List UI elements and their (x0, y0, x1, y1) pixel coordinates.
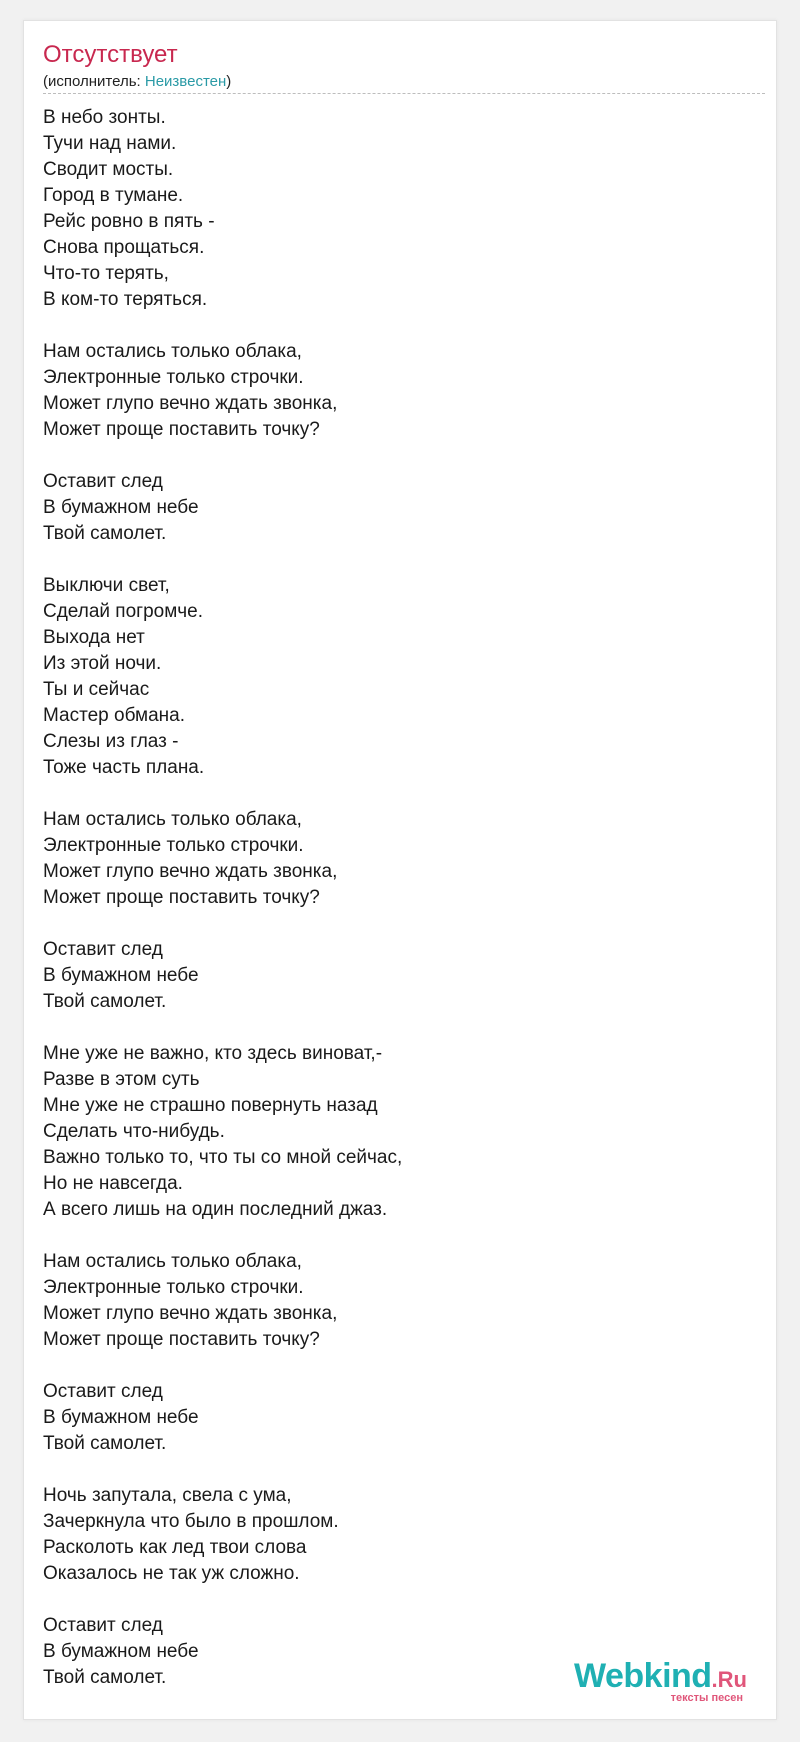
lyric-line: Может проще поставить точку? (43, 887, 320, 908)
lyrics-text (43, 105, 758, 1691)
header-divider (43, 93, 765, 94)
lyric-line: Тучи над нами. (43, 133, 177, 154)
lyric-line: Слезы из глаз - (43, 731, 179, 752)
lyric-line: Сделай погромче. (43, 601, 204, 622)
lyric-line: Нам остались только облака, (43, 809, 302, 830)
lyric-line: Оказалось не так уж сложно. (43, 1563, 300, 1584)
lyric-line: Разве в этом суть (43, 1069, 200, 1090)
performer-link[interactable]: Неизвестен (144, 73, 227, 90)
song-title: Отсутствует (43, 41, 178, 68)
lyric-line: Снова прощаться. (43, 237, 205, 258)
lyric-line: Оставит след (43, 939, 163, 960)
lyric-line: Может глупо вечно ждать звонка, (43, 861, 338, 882)
stanza-gap (43, 1015, 758, 1041)
lyric-line: Оставит след (43, 471, 163, 492)
lyric-line: Расколоть как лед твои слова (43, 1537, 307, 1558)
lyric-line: Город в тумане. (43, 185, 184, 206)
stanza-gap (43, 1457, 758, 1483)
lyric-line: Выхода нет (43, 627, 145, 648)
lyric-line: Твой самолет. (43, 523, 167, 544)
stanza-gap (43, 1587, 758, 1613)
lyric-line: Ты и сейчас (43, 679, 150, 700)
lyric-line: В бумажном небе (43, 497, 199, 518)
lyric-line: В небо зонты. (43, 107, 166, 128)
lyric-line: Мне уже не страшно повернуть назад (43, 1095, 378, 1116)
lyric-line: Оставит след (43, 1615, 163, 1636)
lyric-line: Может глупо вечно ждать звонка, (43, 393, 338, 414)
lyric-line: Электронные только строчки. (43, 835, 304, 856)
lyric-line: Ночь запутала, свела с ума, (43, 1485, 292, 1506)
lyric-line: Оставит след (43, 1381, 163, 1402)
stanza-gap (43, 313, 758, 339)
lyric-line: Мастер обмана. (43, 705, 186, 726)
lyric-line: Мне уже не важно, кто здесь виноват,- (43, 1043, 383, 1064)
lyric-line: Сделать что-нибудь. (43, 1121, 225, 1142)
lyric-line: Твой самолет. (43, 1667, 167, 1688)
lyric-line: Может проще поставить точку? (43, 419, 320, 440)
lyric-line: В бумажном небе (43, 1407, 199, 1428)
stanza-gap (43, 1353, 758, 1379)
lyric-line: Твой самолет. (43, 991, 167, 1012)
lyric-line: А всего лишь на один последний джаз. (43, 1199, 388, 1220)
lyric-line: Важно только то, что ты со мной сейчас, (43, 1147, 403, 1168)
webkind-logo-tld: .Ru (711, 1667, 747, 1692)
performer-line (43, 74, 231, 89)
lyric-line: Может проще поставить точку? (43, 1329, 320, 1350)
lyric-line: Может глупо вечно ждать звонка, (43, 1303, 338, 1324)
lyric-line: Выключи свет, (43, 575, 170, 596)
lyric-line: Сводит мосты. (43, 159, 174, 180)
lyric-line: Рейс ровно в пять - (43, 211, 215, 232)
webkind-logo-tagline: тексты песен (670, 1692, 743, 1704)
lyric-line: Электронные только строчки. (43, 1277, 304, 1298)
performer-prefix: (исполнитель: (43, 73, 145, 90)
lyric-line: Нам остались только облака, (43, 341, 302, 362)
lyric-line: В бумажном небе (43, 965, 199, 986)
lyric-line: Из этой ночи. (43, 653, 162, 674)
lyric-line: В ком-то теряться. (43, 289, 208, 310)
stanza-gap (43, 911, 758, 937)
stanza-gap (43, 443, 758, 469)
lyric-line: В бумажном небе (43, 1641, 199, 1662)
lyric-line: Зачеркнула что было в прошлом. (43, 1511, 339, 1532)
performer-suffix: ) (226, 73, 232, 90)
lyric-line: Что-то терять, (43, 263, 169, 284)
lyric-line: Тоже часть плана. (43, 757, 205, 778)
lyric-line: Твой самолет. (43, 1433, 167, 1454)
stanza-gap (43, 1223, 758, 1249)
lyric-line: Электронные только строчки. (43, 367, 304, 388)
webkind-logo (574, 1657, 747, 1704)
stanza-gap (43, 781, 758, 807)
webkind-logo-brand: Webkind (574, 1657, 712, 1695)
lyrics-card (23, 20, 777, 1720)
lyric-line: Но не навсегда. (43, 1173, 183, 1194)
lyric-line: Нам остались только облака, (43, 1251, 302, 1272)
stanza-gap (43, 547, 758, 573)
